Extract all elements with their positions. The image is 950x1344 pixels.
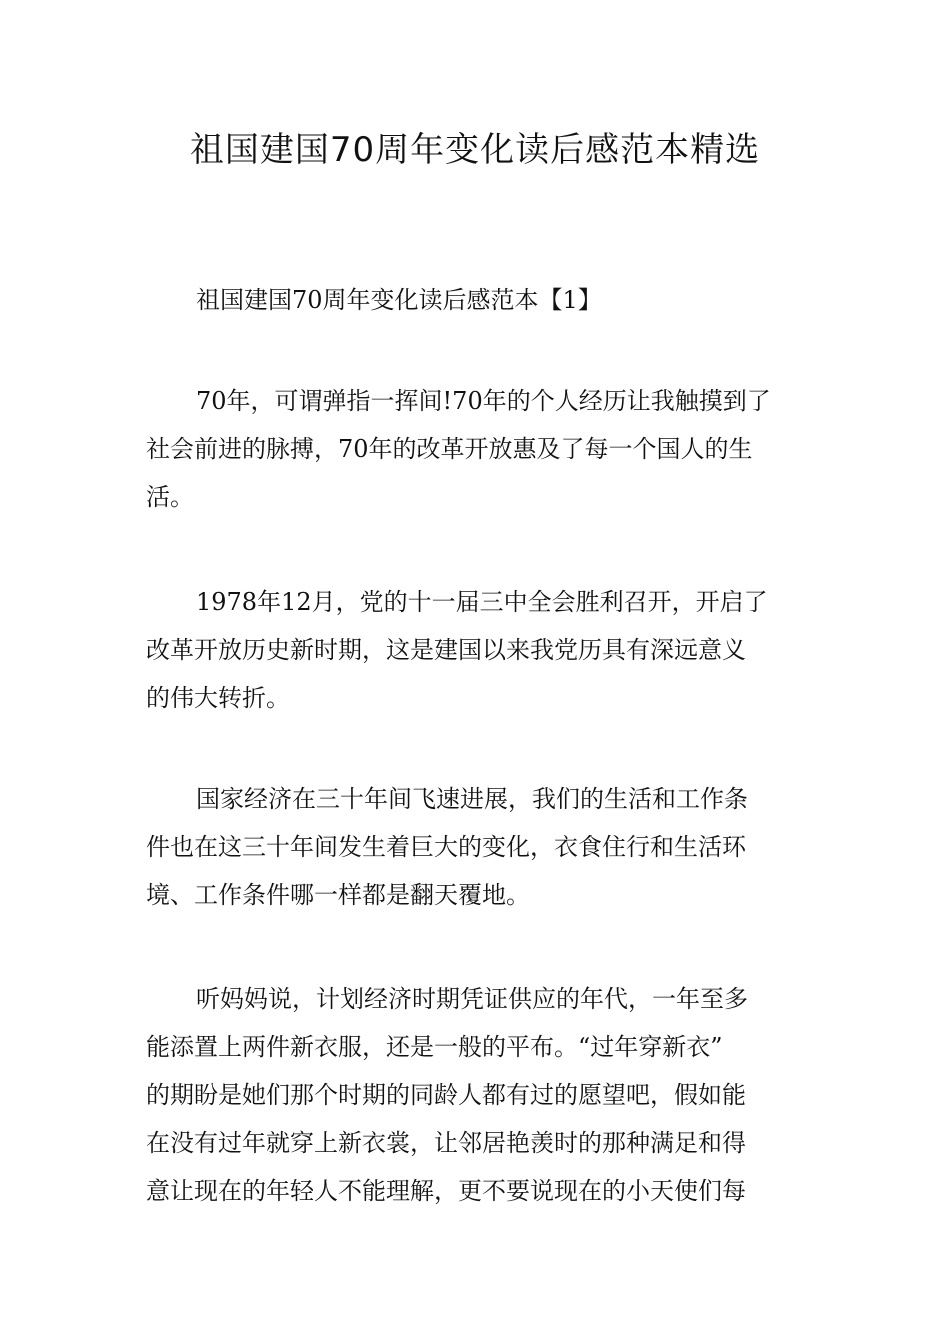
paragraph-line: 件也在这三十年间发生着巨大的变化，衣食住行和生活环 [146, 833, 746, 861]
paragraph-line: 境、工作条件哪一样都是翻天覆地。 [146, 881, 530, 909]
document-title: 祖国建国70周年变化读后感范本精选 [189, 130, 761, 170]
paragraph-line: 国家经济在三十年间飞速进展，我们的生活和工作条 [196, 785, 748, 813]
paragraph-line: 意让现在的年轻人不能理解，更不要说现在的小天使们每 [146, 1177, 746, 1205]
paragraph-line: 70年，可谓弹指一挥间!70年的个人经历让我触摸到了 [196, 387, 771, 415]
section-heading: 祖国建国70周年变化读后感范本【1】 [196, 286, 602, 314]
paragraph-line: 活。 [146, 483, 194, 511]
paragraph-line: 的伟大转折。 [146, 684, 290, 712]
paragraph-line: 改革开放历史新时期，这是建国以来我党历具有深远意义 [146, 636, 746, 664]
paragraph-line: 1978年12月，党的十一届三中全会胜利召开，开启了 [196, 588, 768, 616]
paragraph-line: 在没有过年就穿上新衣裳，让邻居艳羡时的那种满足和得 [146, 1129, 746, 1157]
paragraph-2 [146, 578, 808, 722]
paragraph-4 [146, 975, 808, 1215]
paragraph-line: 听妈妈说，计划经济时期凭证供应的年代，一年至多 [196, 985, 748, 1013]
paragraph-line: 能添置上两件新衣服，还是一般的平布。“过年穿新衣” [146, 1033, 723, 1061]
paragraph-line: 社会前进的脉搏，70年的改革开放惠及了每一个国人的生 [146, 435, 753, 463]
paragraph-line: 的期盼是她们那个时期的同龄人都有过的愿望吧，假如能 [146, 1081, 746, 1109]
paragraph-3 [146, 775, 808, 919]
paragraph-1 [146, 377, 808, 521]
